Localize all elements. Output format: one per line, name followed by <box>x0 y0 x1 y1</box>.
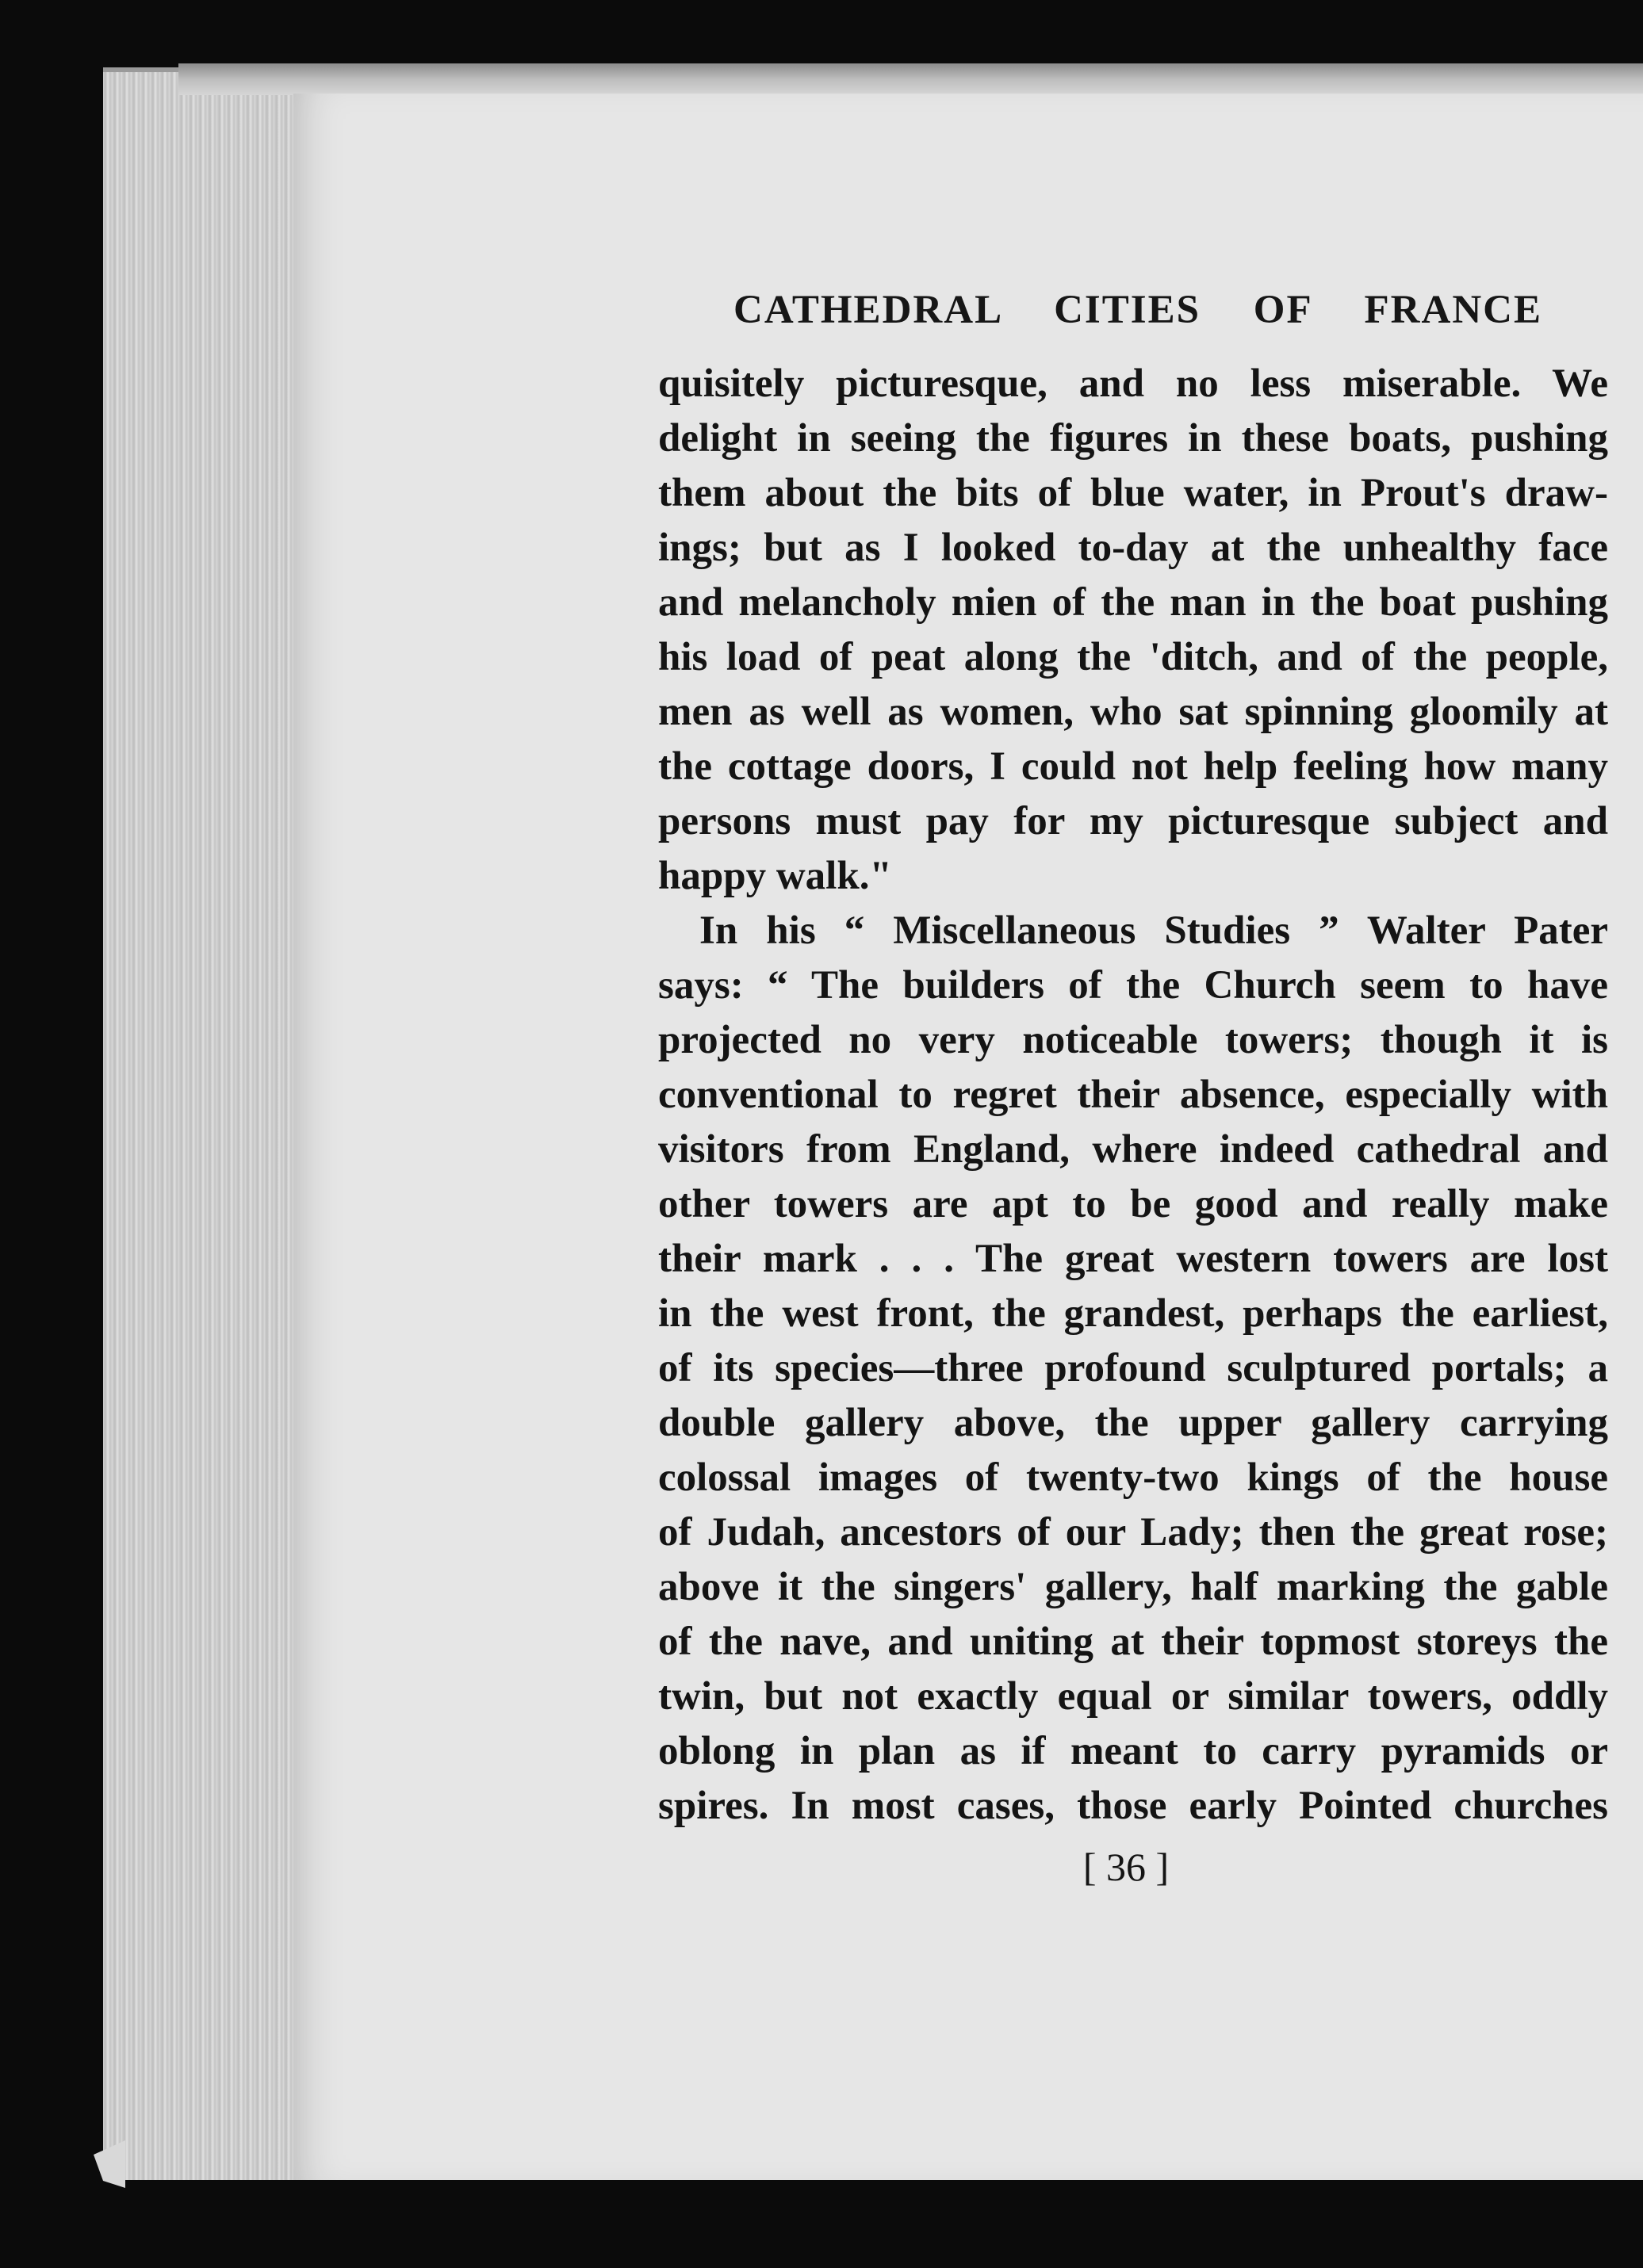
text-line: persons must pay for my picturesque subject and <box>658 799 1608 843</box>
text-line: in the west front, the grandest, perhaps the earliest, <box>658 1291 1608 1336</box>
text-line: his load of peat along the 'ditch, and of the people, <box>658 635 1608 679</box>
running-head: CATHEDRAL CITIES OF FRANCE <box>733 288 1542 332</box>
text-line: of its species—three profound sculptured portals; a <box>658 1346 1608 1390</box>
page-top-edge <box>178 63 1643 95</box>
text-line: them about the bits of blue water, in Prout's draw- <box>658 471 1608 515</box>
text-line: happy walk." <box>658 854 892 898</box>
page-edges <box>103 67 301 2185</box>
page-number: [ 36 ] <box>1082 1845 1170 1889</box>
body-text <box>658 357 1608 1834</box>
text-line: spires. In most cases, those early Pointed churches <box>658 1784 1608 1828</box>
text-line: delight in seeing the figures in these boats, pushing <box>658 416 1608 461</box>
text-line: other towers are apt to be good and really make <box>658 1182 1608 1226</box>
page-corner <box>94 2140 125 2188</box>
text-line: double gallery above, the upper gallery carrying <box>658 1401 1608 1445</box>
text-line: says: “ The builders of the Church seem to have <box>658 963 1608 1008</box>
text-line: of the nave, and uniting at their topmost storeys the <box>658 1620 1608 1664</box>
text-line: oblong in plan as if meant to carry pyramids or <box>658 1729 1608 1773</box>
text-line: twin, but not exactly equal or similar towers, oddly <box>658 1674 1608 1719</box>
text-line: projected no very noticeable towers; though it is <box>658 1018 1608 1062</box>
text-line: their mark . . . The great western towers are lost <box>658 1237 1608 1281</box>
text-line: visitors from England, where indeed cathedral and <box>658 1127 1608 1172</box>
text-line: colossal images of twenty-two kings of the house <box>658 1455 1608 1500</box>
text-line: and melancholy mien of the man in the boat pushing <box>658 580 1608 625</box>
text-line: ings; but as I looked to-day at the unhealthy face <box>658 526 1608 570</box>
text-line: In his “ Miscellaneous Studies ” Walter Pater <box>699 908 1608 953</box>
text-line: men as well as women, who sat spinning gloomily at <box>658 690 1608 734</box>
text-line: of Judah, ancestors of our Lady; then the great rose; <box>658 1510 1608 1555</box>
text-line: the cottage doors, I could not help feeling how many <box>658 744 1608 789</box>
text-line: conventional to regret their absence, especially with <box>658 1073 1608 1117</box>
text-line: above it the singers' gallery, half marking the gable <box>658 1565 1608 1609</box>
bottom-shadow <box>103 2180 1643 2268</box>
text-line: quisitely picturesque, and no less miserable. We <box>658 361 1608 406</box>
